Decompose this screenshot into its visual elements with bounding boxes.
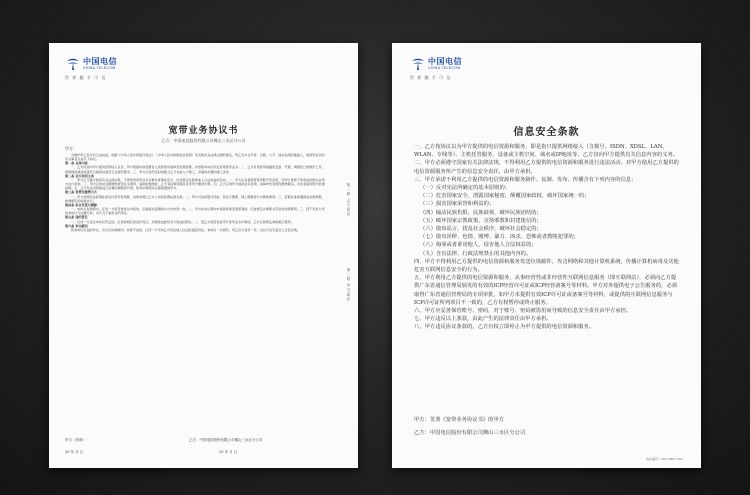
sub-clause: （二）危害国家安全，泄露国家秘密，颠覆国家政权，破坏国家统一的； [420, 193, 590, 200]
clause: 五、甲方利用乙方提供的电信资源和服务，从事经营性或非经营性互联网信息服务（即互联网站），必须向乙方提供广东省通信管理局颁发的有效的ICP经营许可证或ICP经营备案号等材料。甲方对外提供电子公告服务的，必须取得广东省通信管理局的专项审批，如甲方未提供有效ICP许可证或备案号等材料，或提供的互联网信息服务与ICP许可证所列项目不一致的，乙方有权暂停或终止服务。 [414, 275, 678, 306]
clause: 七、甲方违反以上条款，由此产生的法律责任由甲方承担。 [414, 316, 552, 323]
clause: 二、甲方必须遵守国家有关法律法规，不得利用乙方提供的电信资源和服务进行违法活动。对甲方使用乙方提供的电信资源服务所产生的信息安全责任，由甲方承担。 [414, 160, 679, 175]
party-b-footer: 乙方：中国电信股份有限公司佛山三水区分公司 [414, 430, 526, 436]
party-a-footer: 甲方：签署《宽带业务协议书》的甲方 [414, 417, 505, 423]
section-heading: 第一条 业务内容 [65, 161, 88, 166]
copy-label-2: 第二联 甲方留存 [347, 268, 351, 302]
clause: 四、甲方不得利用乙方提供的电信资源和服务发送垃圾邮件，攻击网络和其他计算机系统，传播计算机病毒及其他危害互联网信息安全的行为。 [414, 258, 679, 274]
section-text: 一、甲方应当遵守国家有关法律法规，不得利用宽带业务从事危害国家安全、社会稳定及损害他人合法权益的活动。二、甲方应妥善保管宽带账号及密码，因甲方保管不善造成的损失由甲方自行承担。三、甲方应按时足额缴纳宽带业务费用，逾期未缴纳的，乙方有权暂停服务直至甲方缴清欠费。四、乙方应向甲方提供业务咨询、故障申告受理及维修服务，并在承诺时限内处理故障。五、乙方有权对网络进行必要的调整和升级，如需中断服务应提前通知甲方。 [65, 177, 325, 191]
section-text: 因本协议引起的争议，双方应协商解决；协商不成的，任何一方可向乙方所在地人民法院提起诉讼。本协议一式两份，甲乙双方各执一份，自双方签字盖章之日起生效。 [71, 227, 300, 232]
brand-logo [65, 57, 117, 71]
sub-clause: （七）散布淫秽、色情、赌博、暴力、凶杀、恐怖或者教唆犯罪的； [420, 234, 579, 241]
china-telecom-logo-icon [410, 57, 426, 71]
sub-clause: （三）损害国家荣誉和利益的； [420, 201, 495, 208]
section-heading: 第三条 资费及缴费方式 [65, 190, 98, 195]
agreement-title: 宽带业务协议书 [168, 126, 239, 136]
section-text: 一、乙方同意向甲方提供宽带接入业务，甲方根据实际需要自主选择宽带速率及资费套餐，并按照本协议约定使用宽带业务。二、乙方负责宽带线路的安装、开通、调测及日常维护工作，保障网络通信质量符合国家标准及行业规范要求。三、甲方应按约定时间配合乙方完成入户施工，并提供必要的施工条件。 [65, 165, 325, 174]
brand-name-cn: 中国电信 [428, 56, 462, 66]
sub-clause: （五）破坏国家宗教政策，宣扬邪教和封建迷信的； [420, 217, 542, 224]
clause: 八、甲方违反协议条款的，乙方有权立即停止为甲方提供的电信资源和服务。 [414, 324, 595, 331]
brand-slogan: 世 界 触 手 可 及 [65, 75, 107, 80]
section-heading: 第四条 协议变更与解除 [65, 202, 98, 207]
party-a-signature: 甲方（签章）： [65, 438, 90, 442]
section-heading: 第二条 双方权利义务 [65, 173, 94, 178]
brand-slogan: 世 界 触 手 可 及 [410, 75, 452, 80]
security-title: 信息安全条款 [513, 127, 580, 138]
sub-clause: （六）散布谣言，扰乱社会秩序，破坏社会稳定的； [420, 226, 542, 233]
clause: 六、甲方应妥善保管账号、密码，对于账号、密码被盗用而导致的信息安全责任由甲方承担。 [414, 308, 632, 315]
clause: 一、乙方按协议以为甲方提供的电信资源和服务，即是指只提供网络接入（含拨号、ISDN、XDSL、LAN、WLAN、专线等）、主机托管服务、设备或主机空间、域名或IP地址等，乙方仅向甲方提供有关信息内容的义务。 [414, 144, 679, 159]
agreement-body [65, 153, 326, 232]
brand-name-cn: 中国电信 [83, 56, 117, 66]
sub-clause: （九）含有法律、行政法规禁止的其他内容的。 [420, 250, 532, 257]
clause: 三、甲方承诺不利用乙方提供的电信资源和服务制作、复制、发布、传播含有下列内容的信息： [414, 176, 637, 183]
sub-clause: （一）反对宪法所确定的基本原则的； [420, 185, 511, 192]
info-security-page [392, 43, 701, 468]
brand-name-en: CHINA TELECOM [428, 65, 461, 70]
security-clauses [414, 143, 679, 332]
section-text: 一、任何一方违反本协议约定的，应承担相应的违约责任，并赔偿由此给对方造成的损失。二、因乙方原因造成甲方宽带业务中断的，乙方应按规定减免相应费用。 [71, 219, 294, 224]
china-telecom-logo-icon [65, 57, 81, 71]
party-a-line: 甲方： [65, 146, 77, 151]
sub-clause: （四）煽动民族仇恨、民族歧视，破坏民族团结的； [420, 209, 542, 216]
section-heading: 第五条 违约责任 [65, 215, 88, 220]
agreement-number: 协议编号：20170807-001 [645, 457, 683, 461]
party-b-signature: 乙方：中国电信股份有限公司佛山三水区分公司 [189, 438, 263, 442]
copy-label-1: 第一联 乙方留存 [347, 183, 351, 217]
party-b-line: 乙方：中国电信股份有限公司佛山三水区分公司 [161, 138, 246, 143]
section-text: 一、本协议有效期内，任何一方需变更协议内容的，应提前书面通知对方并协商一致。二、甲方在协议期内申请拆机或变更套餐的，应按规定办理相关手续并结清费用。三、因不可抗力导致本协议无法履行的，双方互不承担违约责任。 [65, 207, 325, 216]
brand-name-en: CHINA TELECOM [83, 65, 116, 70]
section-text: 一、甲方按照所选套餐标准支付宽带使用费，具体资费以乙方公布的资费标准为准。二、甲方可选择银行托收、营业厅缴费、网上缴费等方式缴纳费用。三、资费标准如遇国家政策调整，按调整后的标准执行。 [65, 194, 325, 203]
broadband-agreement-page [49, 43, 358, 468]
sub-clause: （八）侮辱或者诽谤他人，侵害他人合法权益的； [420, 242, 537, 249]
party-a-date: 20 年 月 日 [65, 450, 84, 454]
section-heading: 第六条 争议解决 [65, 223, 88, 228]
party-b-date: 20 年 月 日 [219, 450, 238, 454]
section-text: 为维护甲乙双方的合法权益，依据《中华人民共和国合同法》、《中华人民共和国电信条例》及其他有关法律法规的规定，甲乙双方在平等、自愿、公平、诚实信用的基础上，就宽带业务的有关事宜达成以下协议。 [65, 153, 325, 162]
brand-logo [410, 57, 462, 71]
